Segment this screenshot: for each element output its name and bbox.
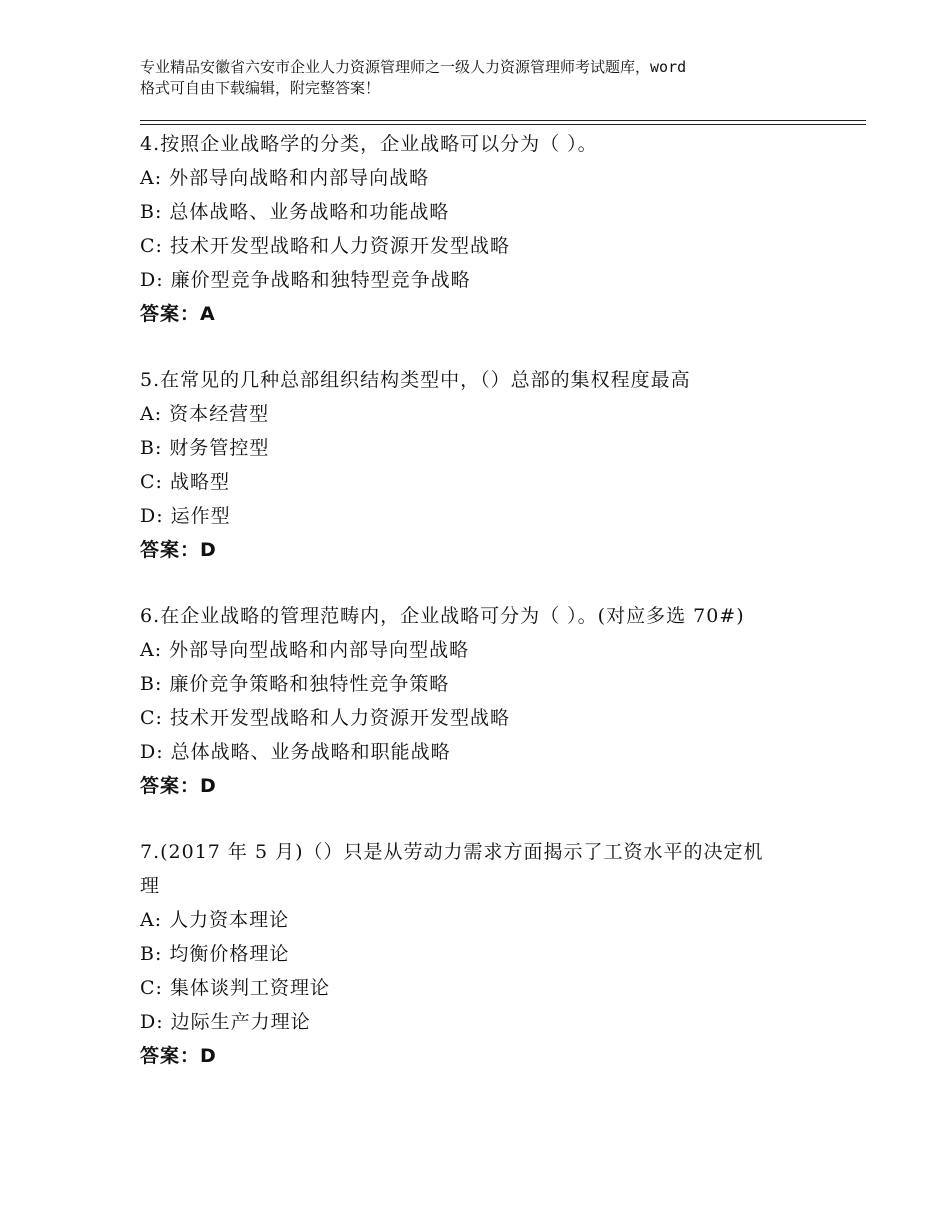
question-7 xyxy=(140,835,840,1073)
header-divider-top xyxy=(140,120,866,121)
answer-text: 答案：D xyxy=(140,539,217,561)
option-c: C: 集体谈判工资理论 xyxy=(140,977,330,999)
option-d: D: 总体战略、业务战略和职能战略 xyxy=(140,741,451,763)
answer-text: 答案：A xyxy=(140,303,216,325)
option-b: B: 财务管控型 xyxy=(140,437,270,459)
question-stem: 7.(2017 年 5 月)（）只是从劳动力需求方面揭示了工资水平的决定机 xyxy=(140,841,764,863)
option-a: A: 外部导向型战略和内部导向型战略 xyxy=(140,639,470,661)
question-4 xyxy=(140,127,840,331)
document-header xyxy=(140,57,840,99)
answer-text: 答案：D xyxy=(140,775,217,797)
option-a: A: 外部导向战略和内部导向战略 xyxy=(140,167,430,189)
option-c: C: 技术开发型战略和人力资源开发型战略 xyxy=(140,707,510,729)
option-b: B: 均衡价格理论 xyxy=(140,943,290,965)
option-d: D: 廉价型竞争战略和独特型竞争战略 xyxy=(140,269,471,291)
question-stem: 5.在常见的几种总部组织结构类型中，（）总部的集权程度最高 xyxy=(140,369,691,391)
question-list xyxy=(140,127,840,1105)
question-6 xyxy=(140,599,840,803)
question-stem: 6.在企业战略的管理范畴内，企业战略可分为（ ）。(对应多选 70#) xyxy=(140,605,745,627)
option-d: D: 运作型 xyxy=(140,505,231,527)
option-b: B: 廉价竞争策略和独特性竞争策略 xyxy=(140,673,450,695)
question-5 xyxy=(140,363,840,567)
option-a: A: 人力资本理论 xyxy=(140,909,290,931)
answer-text: 答案：D xyxy=(140,1045,217,1067)
question-stem: 4.按照企业战略学的分类，企业战略可以分为（ ）。 xyxy=(140,133,598,155)
header-line-1: 专业精品安徽省六安市企业人力资源管理师之一级人力资源管理师考试题库，word xyxy=(140,58,687,76)
option-b: B: 总体战略、业务战略和功能战略 xyxy=(140,201,450,223)
header-line-2: 格式可自由下载编辑，附完整答案！ xyxy=(140,79,381,97)
option-c: C: 技术开发型战略和人力资源开发型战略 xyxy=(140,235,510,257)
question-stem-continued: 理 xyxy=(140,875,161,897)
option-a: A: 资本经营型 xyxy=(140,403,270,425)
option-d: D: 边际生产力理论 xyxy=(140,1011,311,1033)
header-divider-bottom xyxy=(140,124,866,125)
option-c: C: 战略型 xyxy=(140,471,230,493)
